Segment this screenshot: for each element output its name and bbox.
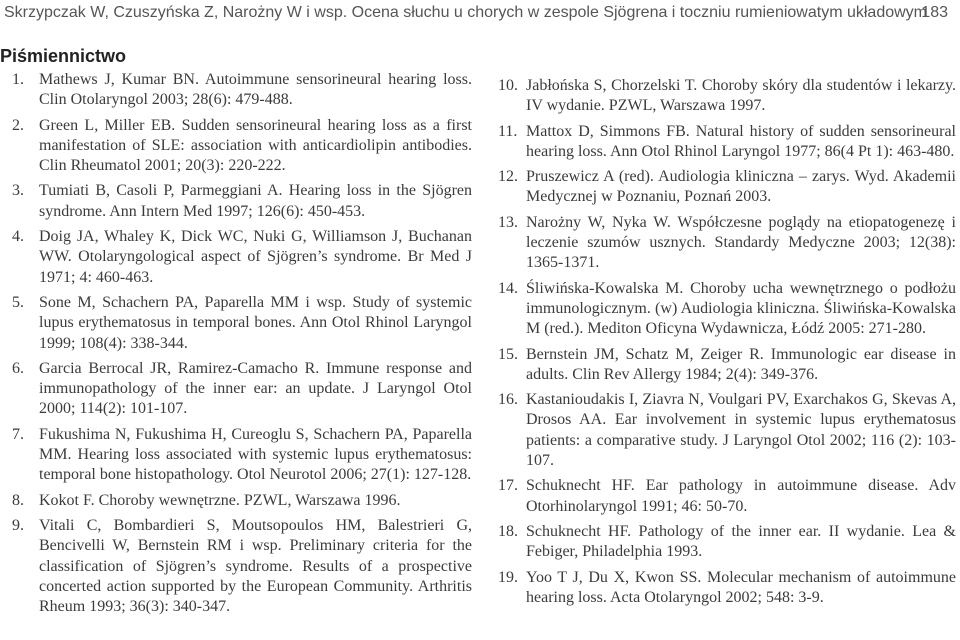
reference-item: [12, 491, 472, 511]
reference-item: [498, 279, 956, 340]
reference-text: Tumiati B, Casoli P, Parmeggiani A. Hearing loss in the Sjögren syndrome. Ann Intern Med 1997; 126(6): 450-453.: [39, 182, 472, 220]
reference-item: [12, 293, 472, 354]
page-number: 183: [921, 4, 948, 21]
reference-item: [12, 181, 472, 222]
reference-text: Green L, Miller EB. Sudden sensorineural hearing loss as a first manifestation of SLE: association with anticardiolipin antibodies. Clin Rheumatol 2001; 20(3): 220-222.: [39, 116, 472, 175]
reference-text: Schuknecht HF. Ear pathology in autoimmune disease. Adv Otorhinolaryngol 1991; 46: 50-70.: [526, 477, 956, 515]
reference-number: 10.: [498, 77, 518, 94]
reference-item: [498, 213, 956, 274]
reference-item: [12, 227, 472, 288]
reference-text: Pruszewicz A (red). Audiologia kliniczna – zarys. Wyd. Akademii Medycznej w Poznaniu, Poznań 2003.: [526, 168, 956, 206]
reference-text: Garcia Berrocal JR, Ramirez-Camacho R. Immune response and immunopathology of the inner ear: an update. J Laryngol Otol 2000; 114(2): 101-107.: [39, 359, 472, 418]
reference-item: [498, 476, 956, 517]
reference-text: Narożny W, Nyka W. Współczesne poglądy na etiopatogenezę i leczenie szumów usznych. Standardy Medyczne 2003; 12(38): 1365-1371.: [526, 213, 956, 272]
reference-number: 3.: [12, 182, 24, 200]
reference-text: Fukushima N, Fukushima H, Cureoglu S, Schachern PA, Paparella MM. Hearing loss associated with systemic lupus erythematosus: temporal bone histopathology. Otol Neurotol 2006; 27(1): 127-128.: [39, 425, 472, 484]
reference-text: Mathews J, Kumar BN. Autoimmune sensorineural hearing loss. Clin Otolaryngol 2003; 28(6): 479-488.: [39, 71, 472, 109]
reference-number: 1.: [12, 71, 24, 88]
reference-number: 8.: [12, 491, 24, 509]
reference-number: 13.: [498, 213, 518, 231]
reference-number: 17.: [498, 477, 518, 495]
reference-item: [498, 167, 956, 208]
reference-number: 7.: [12, 425, 24, 443]
reference-item: [498, 122, 956, 163]
reference-number: 19.: [498, 568, 518, 586]
reference-text: Jabłońska S, Chorzelski T. Choroby skóry dla studentów i lekarzy. IV wydanie. PZWL, Warszawa 1997.: [526, 77, 956, 115]
references-right-column: [498, 76, 956, 613]
reference-number: 18.: [498, 522, 518, 540]
reference-item: [12, 116, 472, 177]
reference-number: 4.: [12, 228, 24, 246]
reference-number: 12.: [498, 168, 518, 186]
reference-item: [498, 568, 956, 609]
reference-number: 14.: [498, 279, 518, 297]
reference-number: 11.: [498, 122, 518, 140]
reference-number: 6.: [12, 359, 24, 377]
reference-number: 9.: [12, 516, 24, 534]
references-left-column: [12, 70, 472, 622]
reference-item: [12, 425, 472, 486]
running-header: [0, 2, 960, 32]
reference-text: Yoo T J, Du X, Kwon SS. Molecular mechanism of autoimmune hearing loss. Acta Otolaryngol 2002; 548: 3-9.: [526, 568, 956, 606]
reference-text: Schuknecht HF. Pathology of the inner ear. II wydanie. Lea & Febiger, Philadelphia 1993.: [526, 522, 956, 561]
reference-text: Doig JA, Whaley K, Dick WC, Nuki G, Williamson J, Buchanan WW. Otolaryngological aspect of Sjögren’s syndrome. Br Med J 1971; 4: 460-463.: [39, 228, 472, 286]
reference-number: 5.: [12, 293, 24, 311]
reference-text: Vitali C, Bombardieri S, Moutsopoulos HM, Balestrieri G, Bencivelli W, Bernstein RM i wsp. Preliminary criteria for the classification of Sjögren’s syndrome. Results of a prospective concerted action supported by the European Community. Arthritis Rheum 1993; 36(3): 340-347.: [39, 516, 472, 616]
reference-text: Kokot F. Choroby wewnętrzne. PZWL, Warszawa 1996.: [39, 491, 401, 509]
reference-number: 15.: [498, 345, 518, 363]
reference-text: Mattox D, Simmons FB. Natural history of sudden sensorineural hearing loss. Ann Otol Rhinol Laryngol 1977; 86(4 Pt 1): 463-480.: [526, 122, 956, 160]
reference-text: Kastanioudakis I, Ziavra N, Voulgari PV, Exarchakos G, Skevas A, Drosos AA. Ear involvement in systemic lupus erythematosus patients: a comparative study. J Laryngol Otol 2002; 116 (2): 103-107.: [526, 391, 956, 470]
reference-item: [12, 516, 472, 617]
running-title: Skrzypczak W, Czuszyńska Z, Narożny W i wsp. Ocena słuchu u chorych w zespole Sjögrena i toczniu rumieniowatym układowym: [4, 4, 928, 21]
reference-number: 16.: [498, 391, 518, 409]
reference-item: [498, 76, 956, 117]
reference-item: [12, 70, 472, 111]
section-heading: Piśmiennictwo: [0, 46, 127, 66]
reference-number: 2.: [12, 116, 24, 134]
reference-item: [12, 359, 472, 420]
reference-text: Sone M, Schachern PA, Paparella MM i wsp. Study of systemic lupus erythematosus in temporal bones. Ann Otol Rhinol Laryngol 1999; 108(4): 338-344.: [39, 293, 472, 352]
reference-item: [498, 522, 956, 563]
reference-item: [498, 345, 956, 386]
reference-text: Śliwińska-Kowalska M. Choroby ucha wewnętrznego o podłożu immunologicznym. (w) Audiologia kliniczna. Śliwińska-Kowalska M (red.). Mediton Oficyna Wydawnicza, Łódź 2005: 271-280.: [526, 279, 956, 338]
reference-text: Bernstein JM, Schatz M, Zeiger R. Immunologic ear disease in adults. Clin Rev Allergy 1984; 2(4): 349-376.: [526, 345, 956, 383]
reference-item: [498, 390, 956, 471]
